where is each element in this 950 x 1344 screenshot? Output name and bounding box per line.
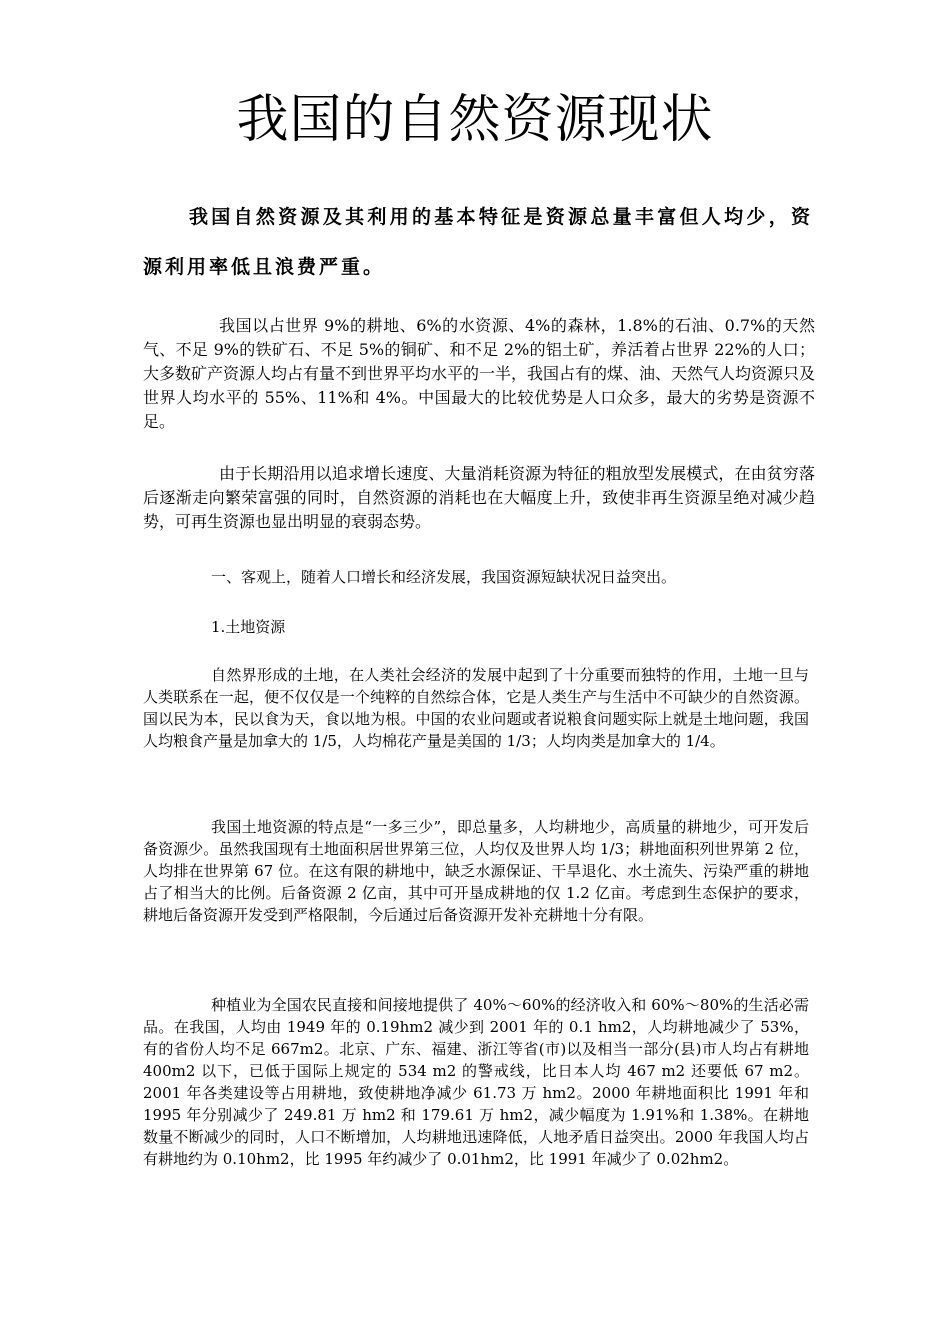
document-title: 我国的自然资源现状 [236, 90, 714, 150]
abstract-paragraph: 我国自然资源及其利用的基本特征是资源总量丰富但人均少，资源利用率低且浪费严重。 [143, 206, 813, 278]
paragraph-land-importance: 自然界形成的土地，在人类社会经济的发展中起到了十分重要而独特的作用，土地一旦与人类联系在一起，便不仅仅是一个纯粹的自然综合体，它是人类生产与生活中不可缺少的自然资源。国以民为本，民以食为天，食以地为根。中国的农业问题或者说粮食问题实际上就是土地问题，我国人均粮食产量是加拿大的 1/5，人均棉花产量是美国的 1/3；人均肉类是加拿大的 1/4。 [143, 666, 809, 750]
paragraph-land-characteristics: 我国土地资源的特点是“一多三少”，即总量多，人均耕地少，高质量的耕地少，可开发后备资源少。虽然我国现有土地面积居世界第三位，人均仅及世界人均 1/3；耕地面积列世界第 2 位，人均排在世界第 67 位。在这有限的耕地中，缺乏水源保证、干旱退化、水土流失、污染严重的耕地占了相当大的比例。后备资源 2 亿亩，其中可开垦成耕地的仅 1.2 亿亩。考虑到生态保护的要求，耕地后备资源开发受到严格限制，今后通过后备资源开发补充耕地十分有限。 [143, 818, 809, 924]
subsection-heading: 1.土地资源 [211, 618, 286, 636]
paragraph-extensive-development: 由于长期沿用以追求增长速度、大量消耗资源为特征的粗放型发展模式，在由贫穷落后逐渐走向繁荣富强的同时，自然资源的消耗也在大幅度上升，致使非再生资源呈绝对减少趋势，可再生资源也显出明显的衰弱态势。 [143, 464, 815, 531]
paragraph-resource-shares: 我国以占世界 9%的耕地、6%的水资源、4%的森林，1.8%的石油、0.7%的天然气、不足 9%的铁矿石、不足 5%的铜矿、和不足 2%的铝土矿，养活着占世界 22%的人口；大多数矿产资源人均占有量不到世界平均水平的一半，我国占有的煤、油、天然气人均资源只及世界人均水平的 55%、11%和 4%。中国最大的比较优势是人口众多，最大的劣势是资源不足。 [143, 316, 816, 431]
section-heading: 一、客观上，随着人口增长和经济发展，我国资源短缺状况日益突出。 [211, 568, 677, 586]
paragraph-farmland-decline: 种植业为全国农民直接和间接地提供了 40%～60%的经济收入和 60%～80%的生活必需品。在我国，人均由 1949 年的 0.19hm2 减少到 2001 年的 0.1 hm2，人均耕地减少了 53%，有的省份人均不足 667m2。北京、广东、福建、浙江等省(市)以及相当一部分(县)市人均占有耕地 400m2 以下，已低于国际上规定的 534 m2 的警戒线，比日本人均 467 m2 还要低 67 m2。2001 年各类建设等占用耕地，致使耕地净减少 61.73 万 hm2。2000 年耕地面积比 1991 年和 1995 年分别减少了 249.81 万 hm2 和 179.61 万 hm2，减少幅度为 1.91%和 1.38%。在耕地数量不断减少的同时，人口不断增加，人均耕地迅速降低，人地矛盾日益突出。2000 年我国人均占有耕地约为 0.10hm2，比 1995 年约减少了 0.01hm2，比 1991 年减少了 0.02hm2。 [143, 996, 809, 1168]
